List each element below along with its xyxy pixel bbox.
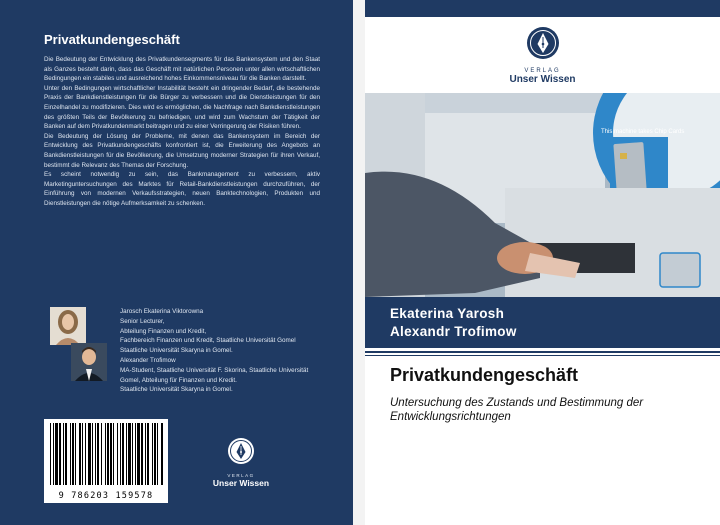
bio-line: Senior Lecturer,	[120, 317, 165, 325]
logo-verlag-text: VERLAG	[227, 473, 255, 478]
back-publisher-logo	[205, 437, 277, 488]
book-spine	[353, 0, 365, 525]
author-name: Alexandr Trofimow	[390, 324, 517, 339]
author-photo-female	[50, 307, 86, 345]
blurb-paragraph: Unter den Bedingungen wirtschaftlicher Instabilität besteht ein dringender Bedarf, die bestehende Praxis der Bankdienstleistungen für die Bürger zu verbessern und die Dienstleistungen für den Einzelhandel zu modifizieren. Dies wird es ermöglichen, die Nachfrage nach Bankdienstleistungen des größten Teils der Bevölkerung zu befriedigen, und wird zum Wachstum der Tätigkeit der Banken auf dem Privatkundenmarkt beitragen und zu einer Verringerung der Risiken führen.	[44, 84, 320, 131]
author-name: Ekaterina Yarosh	[390, 306, 505, 321]
bio-line: MA-Student, Staatliche Universität F. Skorina, Staatliche Universität Gomel, Abteilung für Finanzen und Kredit.	[120, 366, 309, 384]
pen-nib-logo-icon	[526, 26, 560, 60]
back-cover	[0, 0, 353, 525]
bio-line: Abteilung Finanzen und Kredit,	[120, 327, 207, 335]
logo-publisher-name: Unser Wissen	[509, 74, 576, 85]
atm-sticker-text: This machine takes Chip Cards	[601, 129, 685, 135]
blurb-paragraph: Es scheint notwendig zu sein, das Bankmanagement zu verbessern, aktiv Marketinguntersuchungen des Marktes für Retail-Bankdienstleistungen durchzuführen, der Einführung von modernen Verkaufsstrategien, neuen Banktechnologien, Produkten und Dienstleistungen die nötige Aufmerksamkeit zu schenken.	[44, 171, 320, 207]
front-cover	[365, 0, 720, 525]
author-photo-male	[71, 343, 107, 381]
blurb-paragraph: Die Bedeutung der Entwicklung des Privatkundensegments für das Bankensystem und den Staat als Ganzes besteht darin, dass das Geschäft mit natürlichen Personen unter allen wirtschaftlichen Bedingungen ein stabiles und ausreichend hohes Einkommensniveau für die Banken darstellt.	[44, 56, 320, 83]
book-subtitle: Untersuchung des Zustands und Bestimmung der Entwicklungsrichtungen	[390, 397, 644, 423]
book-title: Privatkundengeschäft	[390, 365, 579, 385]
divider-rule	[365, 355, 720, 356]
bio-line: Staatliche Universität Skaryna in Gomel.	[120, 347, 233, 355]
barcode-digits: 9 786203 159578	[58, 491, 154, 501]
front-top-band	[365, 0, 720, 17]
barcode-bars-icon	[44, 419, 168, 489]
back-cover-title: Privatkundengeschäft	[44, 32, 180, 47]
isbn-barcode	[44, 419, 168, 503]
front-publisher-logo	[495, 26, 590, 85]
cover-photo-atm	[365, 93, 720, 297]
bio-line: Fachbereich Finanzen und Kredit, Staatliche Universität Gomel	[120, 337, 296, 345]
bio-line: Alexander Trofimow	[120, 356, 176, 364]
back-cover-blurb	[44, 55, 320, 209]
logo-verlag-text: VERLAG	[524, 68, 561, 74]
logo-publisher-name: Unser Wissen	[212, 478, 270, 488]
pen-nib-logo-icon	[227, 437, 255, 465]
bio-line: Jarosch Ekaterina Viktorowna	[120, 308, 204, 315]
divider-rule	[365, 351, 720, 353]
author-band	[365, 297, 720, 348]
bio-line: Staatliche Universität Skaryna in Gomel.	[120, 386, 233, 394]
author-bio	[120, 307, 326, 395]
blurb-paragraph: Die Bedeutung der Lösung der Probleme, mit denen das Bankensystem im Bereich der Entwicklung des Privatkundengeschäfts konfrontiert ist, die Erweiterung des Angebots an Bankdienstleistungen für die Bevölkerung, die Umsetzung moderner Strategien für ihren Verkauf, bestimmt die Relevanz des Themas der Forschung.	[44, 132, 320, 169]
